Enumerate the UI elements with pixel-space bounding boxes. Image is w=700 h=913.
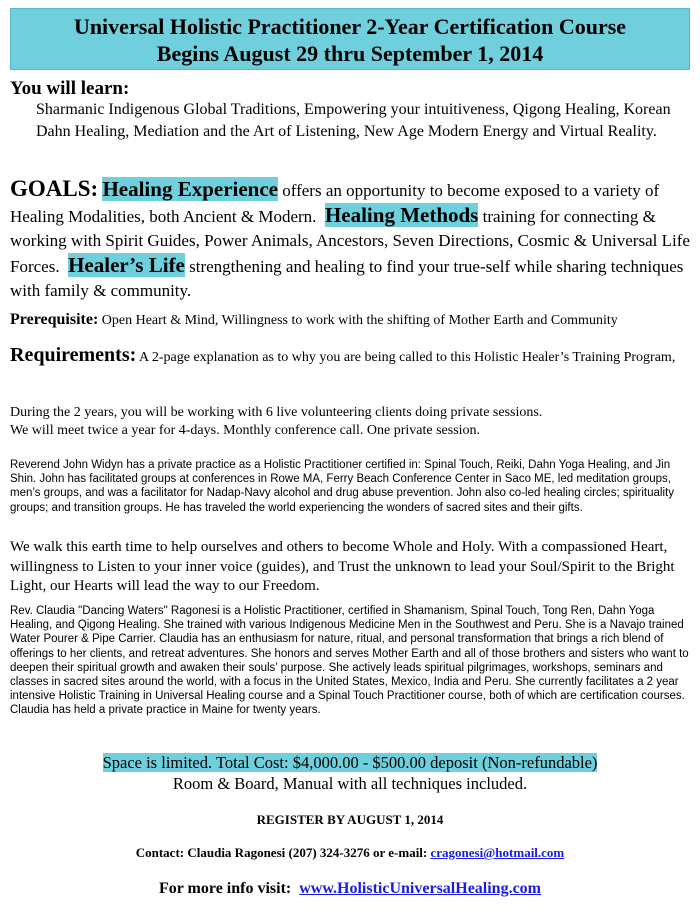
healing-experience-title: Healing Experience (102, 177, 278, 201)
course-dates: Begins August 29 thru September 1, 2014 (156, 41, 544, 66)
requirements (10, 346, 694, 367)
prerequisite-label: Prerequisite: (10, 311, 99, 328)
website-link[interactable]: www.HolisticUniversalHealing.com (299, 880, 542, 897)
john-bio: Reverend John Widyn has a private practice as a Holistic Practitioner certified in: Spinal Touch, Reiki, Dahn Yoga Healing, and Jin Shin. John has facilitated groups at conferences in Rowe MA, Ferry Beach Conference Center in Saco ME, led meditation groups, men’s groups, and was a facilitator for Nadap-Navy alcohol and drug abuse prevention. John also co-led healing circles; spirituality groups; and transition groups. He has traveled the world experiencing the wonders of sacred sites and their gifts. (10, 459, 674, 514)
claudia-bio: Rev. Claudia "Dancing Waters" Ragonesi is a Holistic Practitioner, certified in Shamanism, Spinal Touch, Tong Ren, Dahn Yoga Healing, and Qigong Healing. She trained with various Indigenous Medicine Men in the Southwest and Peru. She is a Navajo trained Water Pourer & Pipe Carrier. Claudia has an enthusiasm for nature, ritual, and personal transformation that brings a rich blend of offerings to her clients, and retreat adventures. She honors and serves Mother Earth and all of those brothers and sisters who want to deepen their spiritual growth and awaken their souls’ purpose. She actively leads spiritual pilgrimages, workshops, seminars and classes in sacred sites around the world, with a focus in the United States, Mexico, India and Peru. She currently facilitates a 2 year intensive Holistic Training in Universal Healing course and a Spinal Touch Practitioner course, both of which are certification courses. Claudia has held a private practice in Maine for twenty years. (10, 605, 689, 717)
healing-methods-text: training for connecting & working with Spirit Guides, Power Animals, Ancestors, Seven Directions, Cosmic & Universal Life Forces. (10, 207, 690, 276)
contact-label: Contact: Claudia Ragonesi (207) 324-3276 or e-mail: (135, 845, 428, 860)
more-info-line (0, 880, 700, 898)
program-line-1: During the 2 years, you will be working with 6 live volunteering clients doing private sessions. (10, 405, 543, 420)
header-banner (10, 8, 690, 70)
included-line: Room & Board, Manual with all techniques included. (172, 774, 528, 793)
requirements-text: A 2-page explanation as to why you are being called to this Holistic Healer’s Training Program, (139, 350, 676, 365)
healing-experience-text: offers an opportunity to become exposed to a variety of Healing Modalities, both Ancient & Modern. (10, 181, 660, 226)
email-link[interactable]: cragonesi@hotmail.com (430, 845, 565, 860)
healing-methods-title: Healing Methods (324, 203, 479, 227)
cost-section (0, 752, 700, 794)
healers-life-title: Healer’s Life (68, 253, 185, 277)
requirements-label: Requirements: (10, 344, 137, 366)
walk-text: We walk this earth time to help ourselves and others to become Whole and Holy. With a compassioned Heart, willingness to Listen to your inner voice (guides), and Trust the unknown to lead your Soul/Spirit to the Bright Light, our Hearts will lead the way to our Freedom. (10, 539, 675, 594)
learn-heading: You will learn: (10, 78, 130, 99)
prerequisite (10, 311, 694, 329)
learn-text: Sharmanic Indigenous Global Traditions, Empowering your intuitiveness, Qigong Healing, Korean Dahn Healing, Mediation and the Art of Listening, New Age Modern Energy and Virtual Reality. (36, 101, 671, 140)
contact-line (0, 845, 700, 861)
register-deadline: REGISTER BY AUGUST 1, 2014 (256, 812, 444, 827)
more-info-label: For more info visit: (158, 880, 292, 897)
healers-life-text: strengthening and healing to find your true-self while sharing techniques with family & community. (10, 257, 684, 300)
cost-line: Space is limited. Total Cost: $4,000.00 - $500.00 deposit (Non-refundable) (102, 753, 598, 772)
program-line-2: We will meet twice a year for 4-days. Monthly conference call. One private session. (10, 423, 481, 438)
goals-section (10, 177, 694, 303)
prerequisite-text: Open Heart & Mind, Willingness to work with the shifting of Mother Earth and Community (101, 313, 618, 328)
course-title: Universal Holistic Practitioner 2-Year Certification Course (73, 14, 627, 39)
program-details (10, 404, 694, 440)
goals-label: GOALS: (10, 176, 99, 201)
